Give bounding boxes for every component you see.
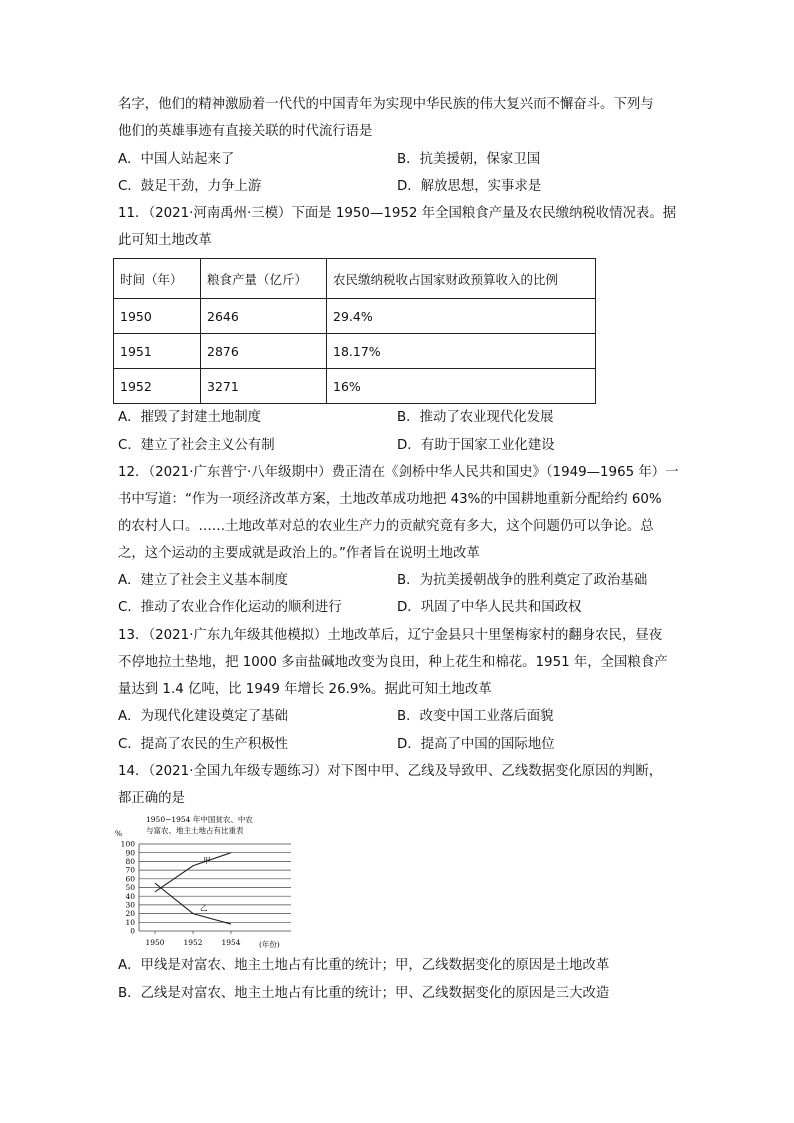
q14-stem-line-2: 都正确的是: [118, 791, 185, 806]
chart-x-tick-label: 1950: [145, 938, 165, 947]
table-row: [114, 299, 596, 334]
q12-stem-line-4: 之，这个运动的主要成就是政治上的。”作者旨在说明土地改革: [118, 546, 480, 561]
chart-y-tick-label: 0: [130, 926, 135, 936]
chart-x-unit: (年份): [259, 940, 280, 949]
q14-stem-line-1: 14．（2021·全国九年级专题练习）对下图中甲、乙线及导致甲、乙线数据变化原因的判断，: [118, 764, 663, 779]
chart-y-tick-label: 90: [125, 848, 135, 858]
chart-y-ticks: [121, 840, 136, 936]
q10-option-d[interactable]: D．解放思想，实事求是: [397, 179, 542, 194]
table-cell: 1952: [114, 369, 201, 404]
chart-series-label: 乙: [200, 903, 208, 913]
chart-y-tick-label: 60: [125, 874, 135, 884]
chart-y-tick-label: 40: [125, 891, 135, 901]
chart-y-tick-label: 10: [125, 917, 135, 927]
table-header-row: [114, 259, 596, 299]
q12-stem-line-1: 12．（2021·广东普宁·八年级期中）费正清在《剑桥中华人民共和国史》（1949—1965 年）一: [118, 465, 679, 480]
chart-x-tick-label: 1952: [183, 938, 203, 947]
q13-option-d[interactable]: D．提高了中国的国际地位: [397, 737, 555, 752]
q12-option-d[interactable]: D．巩固了中华人民共和国政权: [397, 600, 582, 615]
q12-option-c[interactable]: C．推动了农业合作化运动的顺利进行: [118, 600, 342, 615]
q13-stem-line-1: 13．（2021·广东九年级其他模拟）土地改革后，辽宁金县只十里堡梅家村的翻身农民，昼夜: [118, 628, 663, 643]
intro-line-2: 他们的英雄事迹有直接关联的时代流行语是: [118, 124, 373, 139]
q14-line-chart: [113, 812, 303, 952]
q14-option-b[interactable]: B．乙线是对富农、地主土地占有比重的统计；甲、乙线数据变化的原因是三大改造: [118, 986, 610, 1001]
chart-y-unit: %: [115, 829, 123, 838]
table-cell: 1950: [114, 299, 201, 334]
chart-title-line-2: 与富农、地主土地占有比重表: [146, 826, 244, 835]
q11-option-d[interactable]: D．有助于国家工业化建设: [397, 438, 555, 453]
q13-option-a[interactable]: A．为现代化建设奠定了基础: [118, 709, 288, 724]
table-cell: 16%: [327, 369, 596, 404]
q14-option-a[interactable]: A．甲线是对富农、地主土地占有比重的统计；甲，乙线数据变化的原因是土地改革: [118, 958, 610, 973]
table-cell: 3271: [201, 369, 327, 404]
q11-option-a[interactable]: A．摧毁了封建土地制度: [118, 410, 262, 425]
q11-option-b[interactable]: B．推动了农业现代化发展: [397, 410, 554, 425]
chart-series-label: 甲: [203, 855, 211, 865]
q13-option-b[interactable]: B．改变中国工业落后面貌: [397, 709, 554, 724]
chart-y-tick-label: 30: [125, 900, 135, 910]
chart-y-tick-label: 80: [125, 857, 135, 866]
q12-option-a[interactable]: A．建立了社会主义基本制度: [118, 573, 288, 588]
table-cell: 18.17%: [327, 334, 596, 369]
chart-series-line-yi: [155, 883, 231, 924]
chart-title-line-1: 1950~1954 年中国贫农、中农: [146, 815, 253, 824]
chart-series-line-jia: [155, 853, 231, 892]
q10-option-b[interactable]: B．抗美援朝，保家卫国: [397, 152, 541, 167]
table-cell: 2646: [201, 299, 327, 334]
table-header-grain: 粮食产量（亿斤）: [201, 259, 327, 299]
chart-y-tick-label: 50: [125, 883, 135, 893]
table-cell: 2876: [201, 334, 327, 369]
table-cell: 29.4%: [327, 299, 596, 334]
q12-stem-line-2: 书中写道：“作为一项经济改革方案，土地改革成功地把 43%的中国耕地重新分配给约 60%: [118, 492, 662, 507]
q12-option-b[interactable]: B．为抗美援朝战争的胜利奠定了政治基础: [397, 573, 648, 588]
q11-stem-line-1: 11．（2021·河南禹州·三模）下面是 1950—1952 年全国粮食产量及农民缴纳税收情况表。据: [118, 206, 677, 221]
q13-stem-line-2: 不停地拉土垫地，把 1000 多亩盐碱地改变为良田，种上花生和棉花。1951 年，全国粮食产: [118, 655, 668, 670]
table-row: [114, 334, 596, 369]
chart-y-tick-label: 100: [120, 839, 135, 849]
q13-option-c[interactable]: C．提高了农民的生产积极性: [118, 737, 289, 752]
q12-stem-line-3: 的农村人口。……土地改革对总的农业生产力的贡献究竟有多大，这个问题仍可以争论。总: [118, 519, 654, 534]
q11-data-table: [113, 258, 596, 404]
q13-stem-line-3: 量达到 1.4 亿吨，比 1949 年增长 26.9%。据此可知土地改革: [118, 682, 492, 697]
table-header-year: 时间（年）: [114, 259, 201, 299]
chart-y-tick-label: 20: [125, 909, 135, 919]
table-row: [114, 369, 596, 404]
table-header-tax-ratio: 农民缴纳税收占国家财政预算收入的比例: [327, 259, 596, 299]
chart-x-tick-label: 1954: [221, 938, 241, 947]
chart-x-ticks: [145, 931, 240, 947]
q10-option-c[interactable]: C．鼓足干劲，力争上游: [118, 179, 262, 194]
q11-option-c[interactable]: C．建立了社会主义公有制: [118, 438, 275, 453]
intro-line-1: 名字，他们的精神激励着一代代的中国青年为实现中华民族的伟大复兴而不懈奋斗。下列与: [118, 97, 654, 112]
table-cell: 1951: [114, 334, 201, 369]
chart-y-tick-label: 70: [125, 865, 135, 875]
q10-option-a[interactable]: A．中国人站起来了: [118, 152, 235, 167]
q11-stem-line-2: 此可知土地改革: [118, 233, 212, 248]
